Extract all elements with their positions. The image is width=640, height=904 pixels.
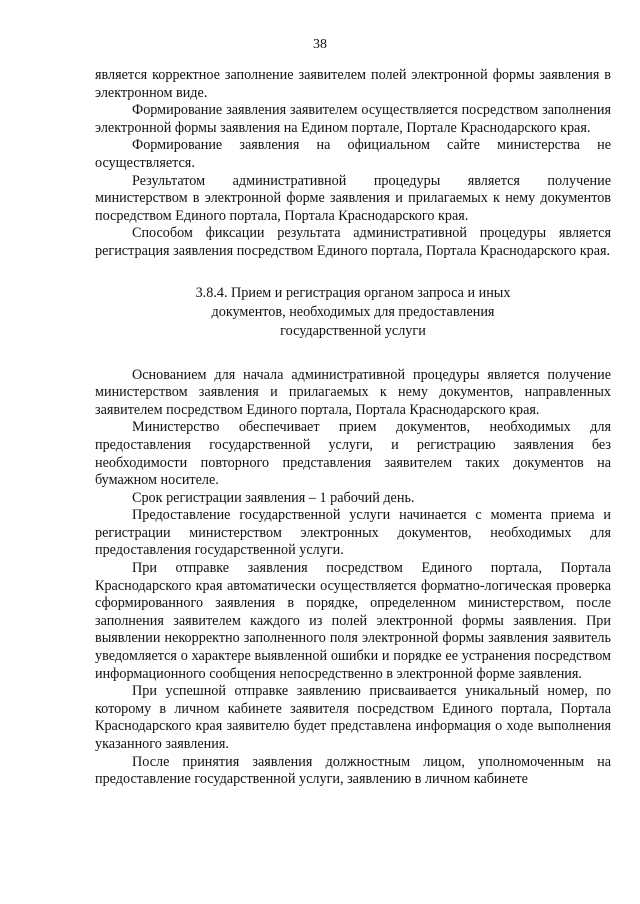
section-heading-line: документов, необходимых для предоставления [211, 303, 495, 320]
paragraph: Результатом административной процедуры является получение министерством в электронной форме заявления и прилагаемых к нему документов посредством Единого портала, Портала Краснодарского края. [95, 172, 611, 224]
paragraph: При отправке заявления посредством Единого портала, Портала Краснодарского края автоматически осуществляется форматно-логическая проверка сформированного заявления в порядке, определенном министерством, после заполнения заявителем каждого из полей электронной формы заявления. При выявлении некорректно заполненного поля электронной формы заявления заявитель уведомляется о характере выявленной ошибки и порядке ее устранения посредством информационного сообщения непосредственно в электронной форме заявления. [95, 560, 611, 682]
paragraph: После принятия заявления должностным лицом, уполномоченным на предоставление государственной услуги, заявлению в личном кабинете [95, 753, 611, 788]
paragraph: Предоставление государственной услуги начинается с момента приема и регистрации министерством электронных документов, необходимых для предоставления государственной услуги. [95, 507, 611, 559]
paragraph: Формирование заявления заявителем осуществляется посредством заполнения электронной формы заявления на Едином портале, Портале Краснодарского края. [95, 102, 611, 136]
paragraph: Срок регистрации заявления – 1 рабочий день. [132, 489, 415, 506]
paragraph: Основанием для начала административной процедуры является получение министерством заявления и прилагаемых к нему документов, направленных заявителем посредством Единого портала, Портала Краснодарского края. [95, 366, 611, 418]
section-heading-line: 3.8.4. Прием и регистрация органом запроса и иных [195, 284, 511, 301]
document-body [95, 67, 611, 789]
paragraph: является корректное заполнение заявителем полей электронной формы заявления в электронном виде. [95, 67, 611, 101]
paragraph: Министерство обеспечивает прием документов, необходимых для предоставления государственной услуги, и регистрацию заявления без необходимости повторного представления заявителем таких документов на бумажном носителе. [95, 419, 611, 489]
section-heading-line: государственной услуги [280, 322, 426, 339]
section-heading [95, 284, 611, 341]
paragraph: Способом фиксации результата административной процедуры является регистрация заявления посредством Единого портала, Портала Краснодарского края. [95, 225, 611, 259]
paragraph: Формирование заявления на официальном сайте министерства не осуществляется. [95, 137, 611, 171]
paragraph: При успешной отправке заявлению присваивается уникальный номер, по которому в личном кабинете заявителя посредством Единого портала, Портала Краснодарского края заявителю будет представлена информация о ходе выполнения указанного заявления. [95, 683, 611, 752]
page-number: 38 [313, 37, 327, 52]
